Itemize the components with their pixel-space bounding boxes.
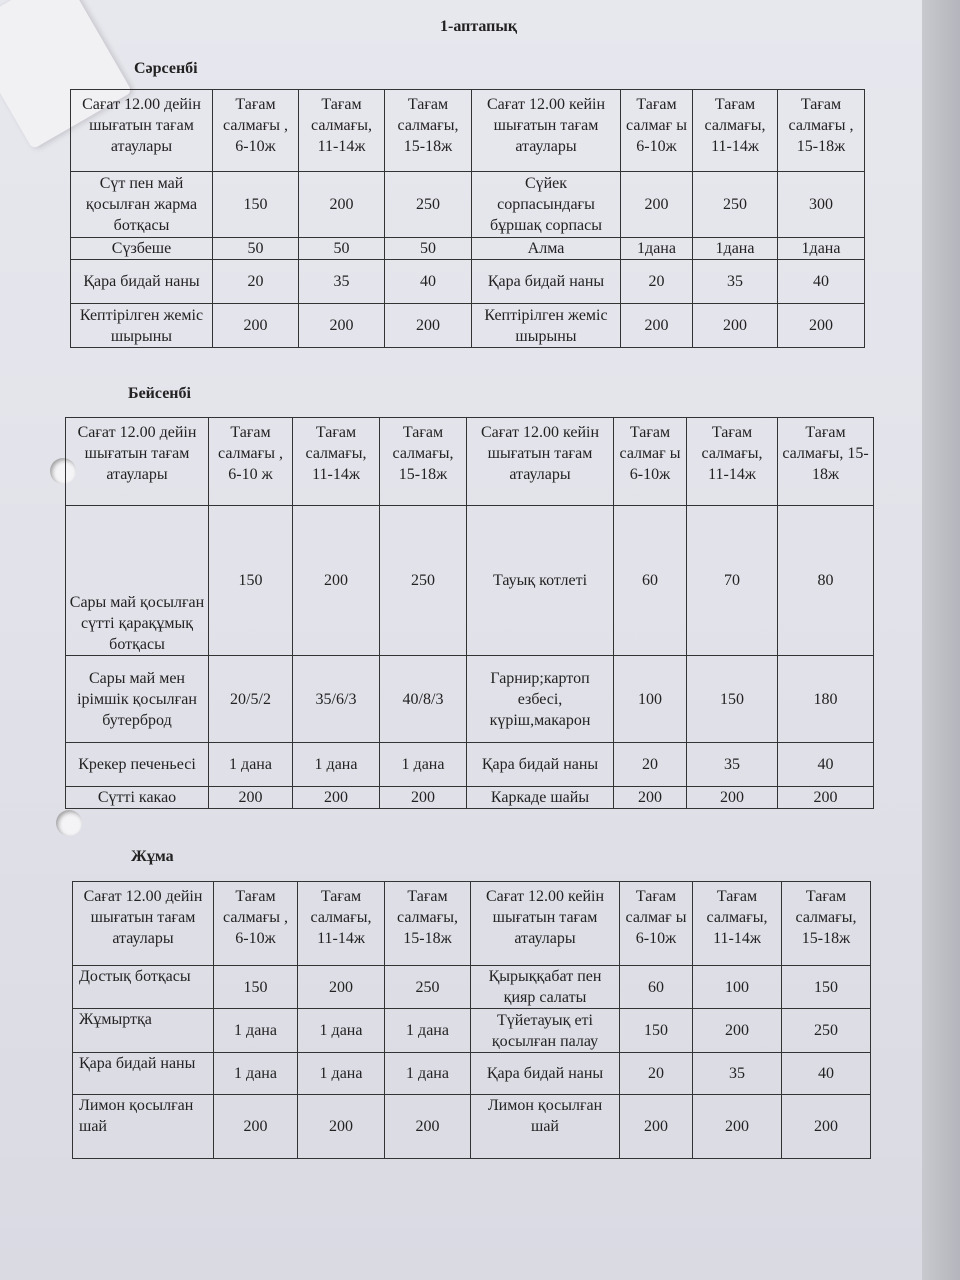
header-cell: Тағам салмағы, 11-14ж [687, 418, 778, 506]
food-cell: Крекер печеньесі [66, 743, 209, 787]
food-cell: Сүт пен май қосылған жарма ботқасы [71, 172, 213, 238]
menu-table-wednesday [70, 89, 865, 348]
header-cell: Тағам салмағы , 6-10ж [214, 882, 298, 966]
header-cell: Тағам салмағы, 15-18ж [385, 882, 471, 966]
weight-cell: 250 [782, 1009, 871, 1053]
weight-cell: 1 дана [298, 1009, 385, 1053]
weight-cell: 200 [293, 787, 380, 809]
food-cell: Қара бидай наны [467, 743, 614, 787]
page-title: 1-аптапық [440, 18, 518, 35]
header-cell: Тағам салмағ ы 6-10ж [614, 418, 687, 506]
header-cell: Сағат 12.00 кейін шығатын тағам атаулары [467, 418, 614, 506]
table-row [71, 238, 865, 260]
weight-cell: 200 [621, 172, 693, 238]
header-row [71, 90, 865, 172]
weight-cell: 1дана [778, 238, 865, 260]
weight-cell: 40 [778, 743, 874, 787]
weight-cell: 200 [614, 787, 687, 809]
day-title-wednesday: Сәрсенбі [134, 60, 198, 77]
weight-cell: 200 [385, 304, 472, 348]
weight-cell: 150 [214, 966, 298, 1009]
header-cell: Тағам салмағы , 15-18ж [778, 90, 865, 172]
weight-cell: 200 [298, 966, 385, 1009]
header-cell: Тағам салмағы , 6-10ж [213, 90, 299, 172]
weight-cell: 70 [687, 506, 778, 656]
food-cell: Қара бидай наны [71, 260, 213, 304]
weight-cell: 1 дана [209, 743, 293, 787]
weight-cell: 200 [214, 1095, 298, 1159]
weight-cell: 150 [687, 656, 778, 743]
food-cell: Алма [472, 238, 621, 260]
weight-cell: 35 [693, 260, 778, 304]
menu-table-thursday [65, 417, 874, 809]
header-cell: Тағам салмағы, 11-14ж [693, 90, 778, 172]
table-row [73, 1009, 871, 1053]
table-row [66, 506, 874, 656]
table-row [71, 304, 865, 348]
food-cell: Лимон қосылған шай [73, 1095, 214, 1159]
weight-cell: 35 [693, 1053, 782, 1095]
food-cell: Достық ботқасы [73, 966, 214, 1009]
weight-cell: 250 [385, 966, 471, 1009]
weight-cell: 35 [299, 260, 385, 304]
table-row [71, 172, 865, 238]
header-cell: Тағам салмағ ы 6-10ж [620, 882, 693, 966]
day-title-friday: Жұма [131, 848, 174, 865]
header-cell: Тағам салмағы, 11-14ж [293, 418, 380, 506]
header-cell: Сағат 12.00 кейін шығатын тағам атаулары [471, 882, 620, 966]
desk-background [922, 0, 960, 1280]
weight-cell: 20 [620, 1053, 693, 1095]
weight-cell: 1 дана [380, 743, 467, 787]
weight-cell: 1 дана [385, 1053, 471, 1095]
header-cell: Сағат 12.00 дейін шығатын тағам атаулары [73, 882, 214, 966]
weight-cell: 40 [782, 1053, 871, 1095]
weight-cell: 50 [385, 238, 472, 260]
header-row [73, 882, 871, 966]
header-row [66, 418, 874, 506]
day-title-thursday: Бейсенбі [128, 385, 191, 402]
weight-cell: 1 дана [298, 1053, 385, 1095]
weight-cell: 200 [693, 304, 778, 348]
table-row [73, 1095, 871, 1159]
weight-cell: 200 [385, 1095, 471, 1159]
food-cell: Кептірілген жеміс шырыны [472, 304, 621, 348]
weight-cell: 200 [621, 304, 693, 348]
weight-cell: 60 [620, 966, 693, 1009]
header-cell: Сағат 12.00 дейін шығатын тағам атаулары [71, 90, 213, 172]
food-cell: Қара бидай наны [472, 260, 621, 304]
weight-cell: 20 [621, 260, 693, 304]
table-row [66, 787, 874, 809]
weight-cell: 180 [778, 656, 874, 743]
weight-cell: 250 [385, 172, 472, 238]
weight-cell: 200 [299, 304, 385, 348]
weight-cell: 1 дана [385, 1009, 471, 1053]
food-cell: Қара бидай наны [471, 1053, 620, 1095]
weight-cell: 200 [213, 304, 299, 348]
weight-cell: 1дана [693, 238, 778, 260]
header-cell: Тағам салмағы, 15-18ж [380, 418, 467, 506]
menu-table-friday [72, 881, 871, 1159]
header-cell: Тағам салмағ ы 6-10ж [621, 90, 693, 172]
weight-cell: 200 [299, 172, 385, 238]
food-cell: Гарнир;картоп езбесі, күріш,макарон [467, 656, 614, 743]
weight-cell: 40 [385, 260, 472, 304]
weight-cell: 200 [693, 1009, 782, 1053]
weight-cell: 250 [693, 172, 778, 238]
food-cell: Жұмыртқа [73, 1009, 214, 1053]
food-cell: Каркаде шайы [467, 787, 614, 809]
header-cell: Тағам салмағы , 6-10 ж [209, 418, 293, 506]
header-cell: Тағам салмағы, 11-14ж [693, 882, 782, 966]
table-row [71, 260, 865, 304]
weight-cell: 150 [620, 1009, 693, 1053]
food-cell: Түйетауық еті қосылған палау [471, 1009, 620, 1053]
weight-cell: 35/6/3 [293, 656, 380, 743]
header-cell: Сағат 12.00 кейін шығатын тағам атаулары [472, 90, 621, 172]
weight-cell: 1 дана [293, 743, 380, 787]
table-row [73, 1053, 871, 1095]
punch-hole [56, 810, 82, 836]
weight-cell: 200 [778, 787, 874, 809]
food-cell: Кептірілген жеміс шырыны [71, 304, 213, 348]
weight-cell: 200 [293, 506, 380, 656]
weight-cell: 100 [693, 966, 782, 1009]
table-row [73, 966, 871, 1009]
weight-cell: 20 [614, 743, 687, 787]
header-cell: Тағам салмағы, 15-18ж [385, 90, 472, 172]
header-cell: Тағам салмағы, 11-14ж [298, 882, 385, 966]
weight-cell: 35 [687, 743, 778, 787]
food-cell: Сүзбеше [71, 238, 213, 260]
header-cell: Тағам салмағы, 15-18ж [782, 882, 871, 966]
weight-cell: 200 [782, 1095, 871, 1159]
weight-cell: 20 [213, 260, 299, 304]
weight-cell: 150 [209, 506, 293, 656]
weight-cell: 200 [298, 1095, 385, 1159]
weight-cell: 200 [778, 304, 865, 348]
food-cell: Тауық котлеті [467, 506, 614, 656]
weight-cell: 40 [778, 260, 865, 304]
table-row [66, 656, 874, 743]
weight-cell: 50 [213, 238, 299, 260]
food-cell: Сүйек сорпасындағы бұршақ сорпасы [472, 172, 621, 238]
weight-cell: 20/5/2 [209, 656, 293, 743]
table-row [66, 743, 874, 787]
header-cell: Тағам салмағы, 15-18ж [778, 418, 874, 506]
food-cell: Сары май мен ірімшік қосылған бутерброд [66, 656, 209, 743]
weight-cell: 300 [778, 172, 865, 238]
weight-cell: 80 [778, 506, 874, 656]
header-cell: Сағат 12.00 дейін шығатын тағам атаулары [66, 418, 209, 506]
weight-cell: 250 [380, 506, 467, 656]
food-cell: Қара бидай наны [73, 1053, 214, 1095]
food-cell: Қырыққабат пен қияр салаты [471, 966, 620, 1009]
weight-cell: 200 [380, 787, 467, 809]
header-cell: Тағам салмағы, 11-14ж [299, 90, 385, 172]
weight-cell: 100 [614, 656, 687, 743]
food-cell: Сүтті какао [66, 787, 209, 809]
weight-cell: 150 [782, 966, 871, 1009]
food-cell: Лимон қосылған шай [471, 1095, 620, 1159]
weight-cell: 50 [299, 238, 385, 260]
weight-cell: 200 [209, 787, 293, 809]
weight-cell: 1 дана [214, 1009, 298, 1053]
food-cell: Сары май қосылған сүтті қарақұмық ботқасы [66, 506, 209, 656]
weight-cell: 1 дана [214, 1053, 298, 1095]
weight-cell: 60 [614, 506, 687, 656]
weight-cell: 1дана [621, 238, 693, 260]
weight-cell: 200 [620, 1095, 693, 1159]
weight-cell: 200 [687, 787, 778, 809]
weight-cell: 150 [213, 172, 299, 238]
weight-cell: 40/8/3 [380, 656, 467, 743]
weight-cell: 200 [693, 1095, 782, 1159]
